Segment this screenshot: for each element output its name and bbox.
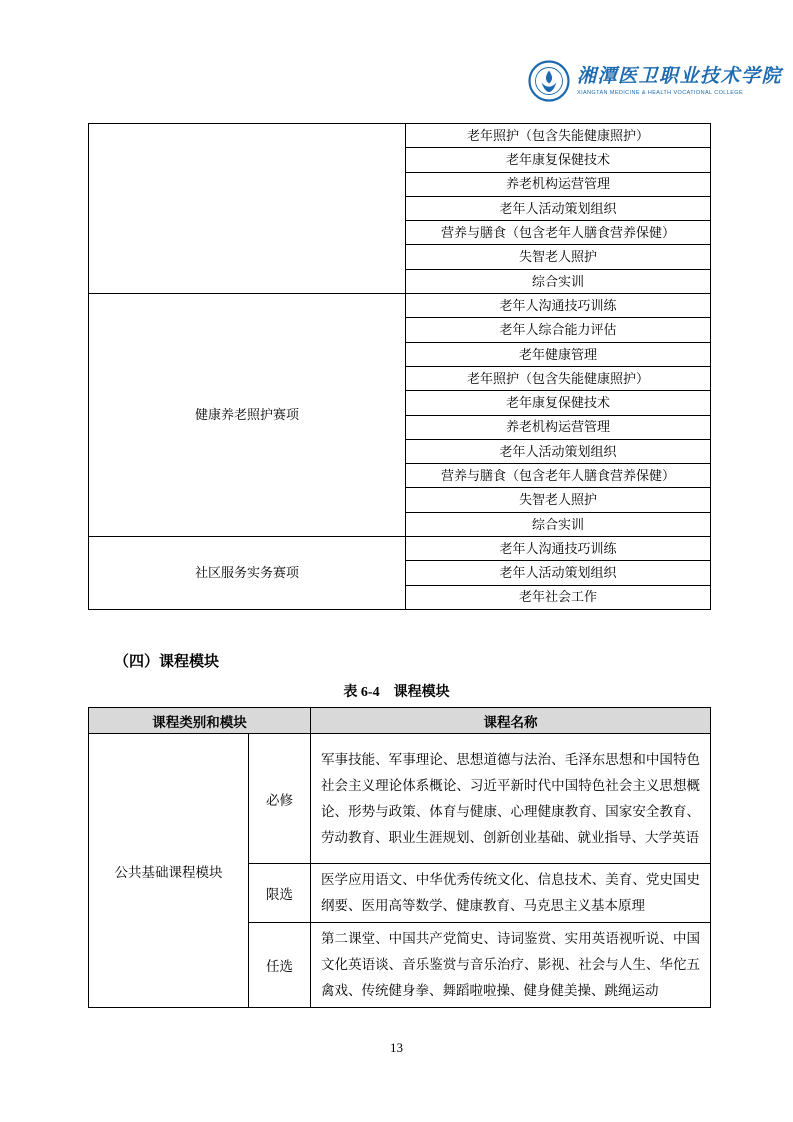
competition-item-cell: 营养与膳食（包含老年人膳食营养保健） (406, 464, 711, 488)
group-label-cell (89, 124, 406, 294)
competition-item-cell: 养老机构运营管理 (406, 172, 711, 196)
logo-text (577, 66, 782, 96)
logo-english-name: XIANGTAN MEDICINE & HEALTH VOCATIONAL COLLEGE (577, 90, 744, 96)
logo-chinese-name: 湘潭医卫职业技术学院 (577, 66, 783, 87)
table-caption: 表 6-4 课程模块 (343, 685, 450, 700)
competition-item-cell: 老年康复保健技术 (406, 391, 711, 415)
competition-item-cell: 综合实训 (406, 512, 711, 536)
college-logo (528, 60, 782, 102)
competition-item-cell: 老年人活动策划组织 (406, 196, 711, 220)
competition-item-cell: 老年人沟通技巧训练 (406, 294, 711, 318)
course-list-cell: 医学应用语文、中华优秀传统文化、信息技术、美育、党史国史纲要、医用高等数学、健康教育、马克思主义基本原理 (311, 864, 711, 923)
section-heading: （四）课程模块 (114, 654, 220, 670)
course-type-cell: 必修 (249, 734, 311, 864)
competition-item-cell: 营养与膳食（包含老年人膳食营养保健） (406, 221, 711, 245)
table-row (89, 537, 711, 561)
course-type-cell: 限选 (249, 864, 311, 923)
competition-item-cell: 失智老人照护 (406, 488, 711, 512)
competition-item-cell: 老年人综合能力评估 (406, 318, 711, 342)
course-module-table (88, 707, 711, 1008)
competition-item-cell: 老年社会工作 (406, 585, 711, 609)
table-row (89, 734, 711, 864)
table-header-row (89, 708, 711, 734)
course-list-cell: 第二课堂、中国共产党简史、诗词鉴赏、实用英语视听说、中国文化英语谈、音乐鉴赏与音乐治疗、影视、社会与人生、华佗五禽戏、传统健身拳、舞蹈啦啦操、健身健美操、跳绳运动 (311, 923, 711, 1008)
competition-item-cell: 失智老人照护 (406, 245, 711, 269)
table-row (89, 294, 711, 318)
competition-item-cell: 老年照护（包含失能健康照护） (406, 124, 711, 148)
competition-item-cell: 老年人活动策划组织 (406, 439, 711, 463)
competition-item-cell: 老年康复保健技术 (406, 148, 711, 172)
competition-item-cell: 养老机构运营管理 (406, 415, 711, 439)
table-row (89, 124, 711, 148)
competition-item-cell: 综合实训 (406, 269, 711, 293)
header-name-cell: 课程名称 (311, 708, 711, 734)
group-label-cell: 健康养老照护赛项 (89, 294, 406, 537)
header-category-cell: 课程类别和模块 (89, 708, 311, 734)
competition-item-cell: 老年健康管理 (406, 342, 711, 366)
course-type-cell: 任选 (249, 923, 311, 1008)
college-emblem-icon (528, 60, 570, 102)
course-category-cell: 公共基础课程模块 (89, 734, 249, 1008)
competition-item-cell: 老年人沟通技巧训练 (406, 537, 711, 561)
competition-item-cell: 老年照护（包含失能健康照护） (406, 366, 711, 390)
competition-item-cell: 老年人活动策划组织 (406, 561, 711, 585)
course-list-cell: 军事技能、军事理论、思想道德与法治、毛泽东思想和中国特色社会主义理论体系概论、习近平新时代中国特色社会主义思想概论、形势与政策、体育与健康、心理健康教育、国家安全教育、劳动教育、职业生涯规划、创新创业基础、就业指导、大学英语 (311, 734, 711, 864)
page-number: 13 (390, 1040, 403, 1055)
group-label-cell: 社区服务实务赛项 (89, 537, 406, 610)
competition-items-table (88, 123, 711, 610)
